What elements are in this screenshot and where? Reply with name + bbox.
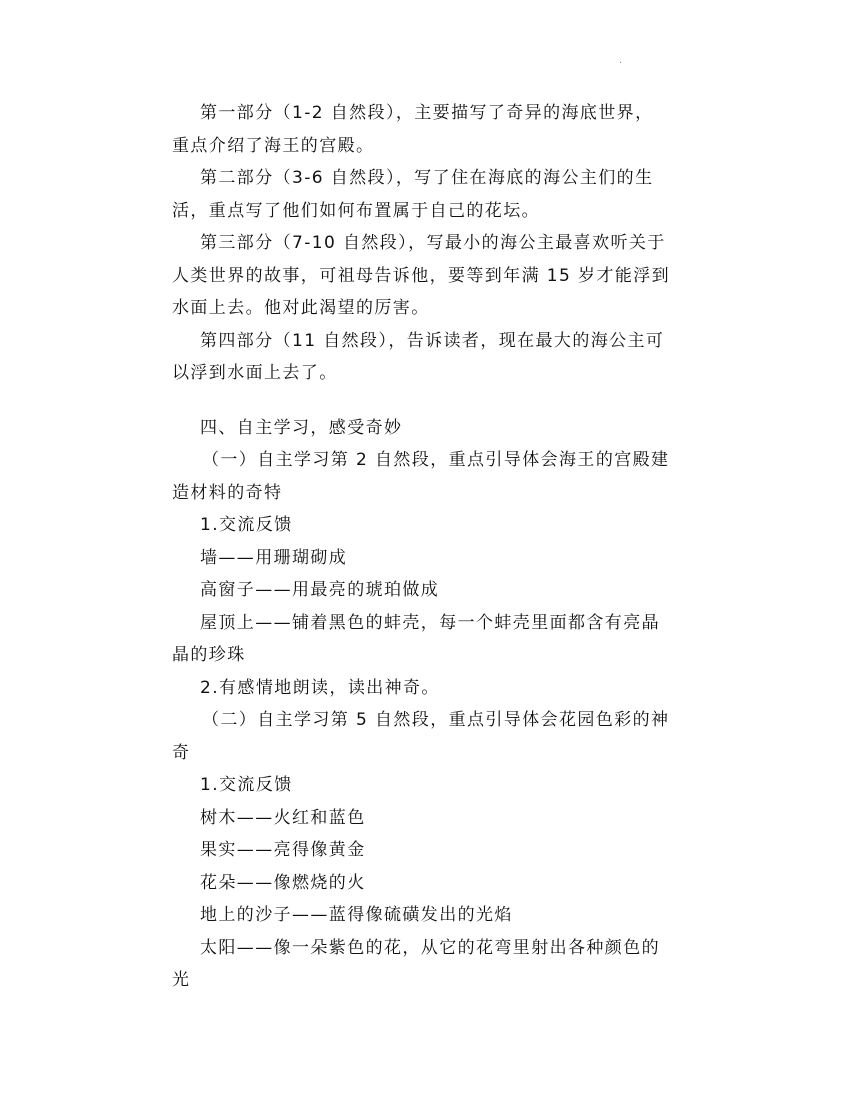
list-item-wall: 墙——用珊瑚砌成	[200, 547, 348, 568]
list-item-flowers: 花朵——像燃烧的火	[200, 872, 366, 893]
list-item-fruit: 果实——亮得像黄金	[200, 840, 366, 860]
part-one-line-1: 第一部分（1-2 自然段），主要描写了奇异的海底世界，	[200, 103, 654, 123]
list-item-sun-line-1: 太阳——像一朵紫色的花，从它的花弯里射出各种颜色的	[200, 937, 660, 958]
feedback-heading-2: 1.交流反馈	[200, 775, 293, 795]
list-item-roof-line-1: 屋顶上——铺着黑色的蚌壳，每一个蚌壳里面都含有亮晶	[200, 612, 660, 633]
part-two-line-1: 第二部分（3-6 自然段），写了住在海底的海公主们的生	[200, 168, 654, 188]
part-four-line-1: 第四部分（11 自然段），告诉读者，现在最大的海公主可	[200, 330, 665, 351]
list-item-sand: 地上的沙子——蓝得像硫磺发出的光焰	[200, 905, 513, 925]
feedback-heading-1: 1.交流反馈	[200, 515, 293, 535]
subsection-one-line-1: （一）自主学习第 2 自然段，重点引导体会海王的宫殿建	[202, 450, 670, 470]
section-heading: 四、自主学习，感受奇妙	[200, 417, 403, 438]
subsection-two-line-2: 奇	[172, 742, 191, 763]
part-three-line-2: 人类世界的故事，可祖母告诉他，要等到年满 15 岁才能浮到	[172, 265, 671, 286]
part-four-line-2: 以浮到水面上去了。	[172, 363, 338, 383]
page-marker: .	[619, 55, 623, 66]
part-two-line-2: 活，重点写了他们如何布置属于自己的花坛。	[172, 200, 540, 221]
subsection-two-line-1: （二）自主学习第 5 自然段，重点引导体会花园色彩的神	[202, 710, 670, 730]
part-three-line-3: 水面上去。他对此渴望的厉害。	[172, 298, 430, 318]
document-body	[172, 97, 692, 997]
list-item-roof-line-2: 晶的珍珠	[172, 645, 246, 665]
section-gap	[172, 390, 692, 412]
part-one-line-2: 重点介绍了海王的宫殿。	[172, 135, 375, 156]
reading-instruction: 2.有感情地朗读，读出神奇。	[200, 677, 440, 698]
part-three-line-1: 第三部分（7-10 自然段），写最小的海公主最喜欢听关于	[200, 233, 666, 253]
list-item-sun-line-2: 光	[172, 970, 191, 990]
list-item-window: 高窗子——用最亮的琥珀做成	[200, 580, 440, 600]
subsection-one-line-2: 造材料的奇特	[172, 482, 283, 503]
list-item-trees: 树木——火红和蓝色	[200, 807, 366, 828]
